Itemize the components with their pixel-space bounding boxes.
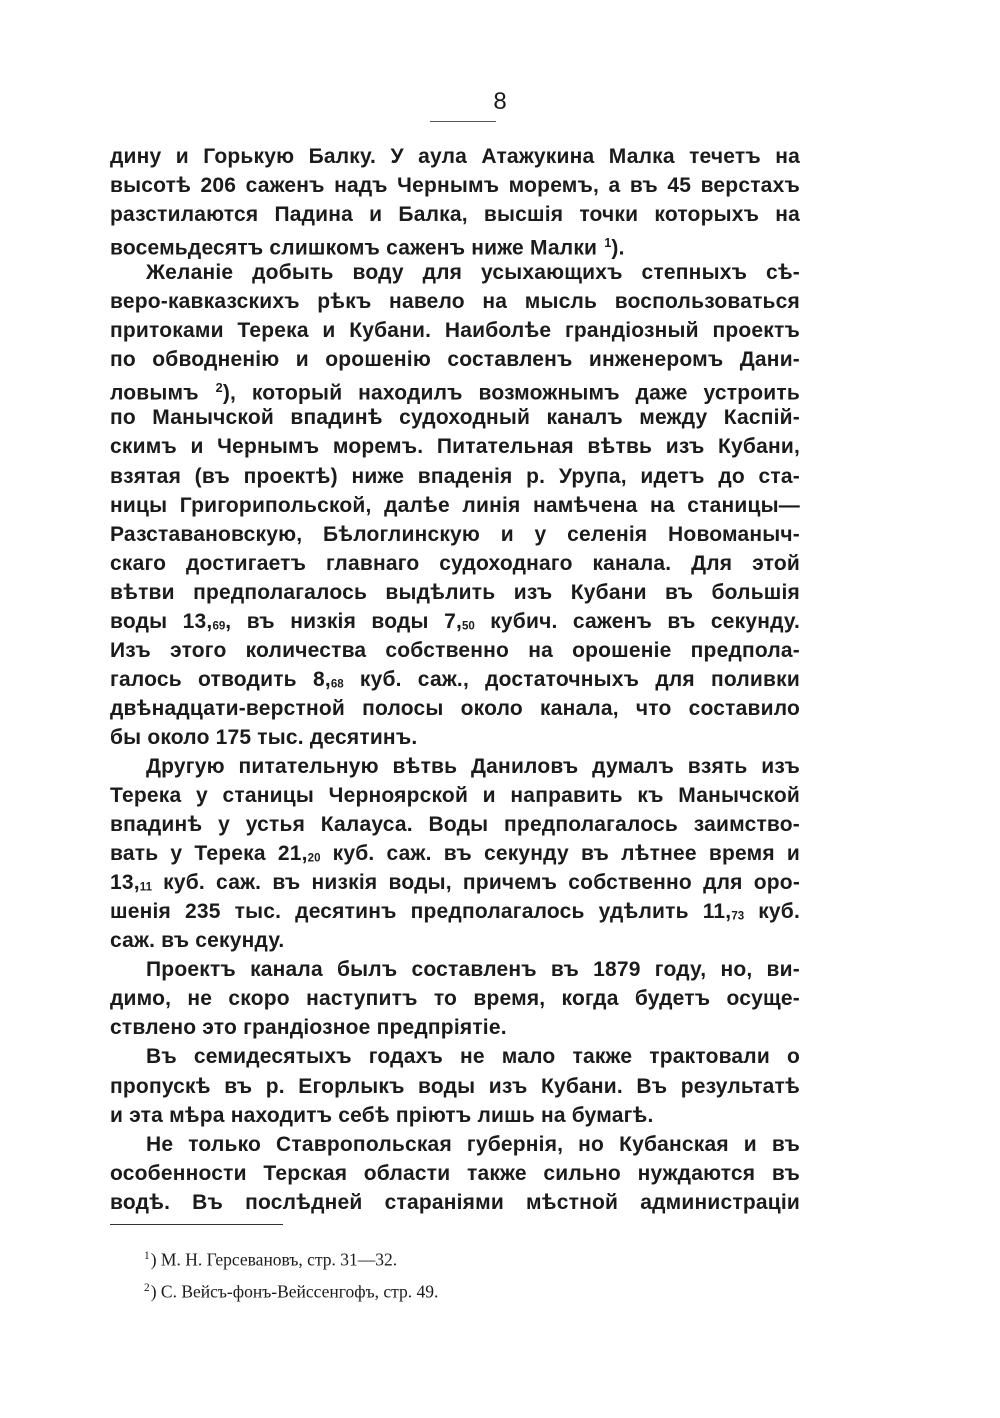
decimal-fraction: 20 — [307, 852, 321, 865]
line-text: взятая (въ проектѣ) ниже впаденія р. Урупа, идетъ до ста- — [110, 464, 800, 488]
text-line — [110, 462, 800, 491]
line-text: и эта мѣра находитъ себѣ пріютъ лишь на бумагѣ. — [110, 1103, 654, 1127]
line-text: Желаніе добыть воду для усыхающихъ степныхъ сѣ- — [146, 261, 800, 285]
text-line — [110, 316, 800, 345]
text-line — [110, 142, 800, 171]
line-text: по Манычской впадинѣ судоходный каналъ между Каспій- — [110, 406, 800, 430]
footnotes — [144, 1242, 794, 1307]
footnote-mark: 1 — [144, 1250, 150, 1262]
footnote-text: ) С. Вейсъ-фонъ-Вейссенгофъ, стр. 49. — [150, 1281, 439, 1302]
text-line — [110, 287, 800, 316]
text-line — [110, 258, 800, 287]
line-text: высотѣ 206 саженъ надъ Чернымъ моремъ, а въ 45 верстахъ — [110, 174, 800, 198]
footnote — [144, 1242, 794, 1274]
text-line — [110, 520, 800, 549]
text-line — [110, 229, 800, 258]
line-text: Разставановскую, Бѣлоглинскую и у селенія Новоманыч- — [110, 522, 800, 546]
line-text: куб. саж. въ низкія воды, причемъ собственно для оро- — [152, 871, 801, 895]
text-line — [110, 1159, 800, 1188]
text-line — [110, 984, 800, 1013]
line-text: дину и Горькую Балку. У аула Атажукина Малка течетъ на — [110, 145, 801, 168]
line-text: скаго достигаетъ главнаго судоходнаго канала. Для этой — [110, 551, 800, 575]
text-line — [110, 926, 800, 955]
text-line — [110, 636, 800, 665]
line-text: саж. въ секунду. — [110, 929, 285, 953]
line-text: ). — [611, 236, 625, 260]
text-line — [110, 810, 800, 839]
decimal-fraction: 69 — [212, 620, 226, 633]
text-line — [110, 665, 800, 694]
line-text: веро-кавказскихъ рѣкъ навело на мысль воспользоваться — [110, 290, 800, 314]
line-text: разстилаются Падина и Балка, высшія точки которыхъ на — [110, 203, 801, 227]
line-text: Другую питательную вѣтвь Даниловъ думалъ взять изъ — [146, 754, 800, 778]
text-line — [110, 781, 800, 810]
text-line — [110, 1188, 800, 1217]
decimal-fraction: 11 — [139, 881, 153, 894]
text-line — [110, 374, 800, 403]
line-text: шенія 235 тыс. десятинъ предполагалось удѣлить 11, — [110, 900, 732, 924]
line-text: Изъ этого количества собственно на орошеніе предпола- — [110, 638, 800, 662]
body-text — [110, 142, 800, 1217]
text-line — [110, 752, 800, 781]
footnote-text: ) М. Н. Герсевановъ, стр. 31—32. — [150, 1249, 398, 1270]
line-text: восемьдесятъ слишкомъ саженъ ниже Малки — [110, 236, 604, 260]
line-text: вѣтви предполагалось выдѣлить изъ Кубани въ большія — [110, 580, 800, 604]
line-text: воды 13, — [110, 609, 213, 633]
text-line — [110, 1072, 800, 1101]
text-line — [110, 345, 800, 374]
line-text: особенности Терская области также сильно нуждаются въ — [110, 1161, 800, 1185]
line-text: скимъ и Чернымъ моремъ. Питательная вѣтвь изъ Кубани, — [110, 435, 800, 459]
line-text: вать у Терека 21, — [110, 842, 308, 866]
line-text: куб. — [744, 900, 800, 924]
line-text: Проектъ канала былъ составленъ въ 1879 году, но, ви- — [146, 958, 800, 982]
line-text: двѣнадцати-верстной полосы около канала, что составило — [110, 696, 801, 720]
line-text: бы около 175 тыс. десятинъ. — [110, 725, 418, 749]
text-line — [110, 897, 800, 926]
text-line — [110, 578, 800, 607]
line-text: притоками Терека и Кубани. Наиболѣе грандіозный проектъ — [110, 319, 800, 343]
line-text: , въ низкія воды 7, — [225, 609, 462, 633]
text-line — [110, 549, 800, 578]
text-line — [110, 171, 800, 200]
line-text: Въ семидесятыхъ годахъ не мало также трактовали о — [146, 1045, 801, 1069]
line-text: куб. саж., достаточныхъ для поливки — [343, 667, 800, 691]
line-text: по обводненію и орошенію составленъ инженеромъ Дани- — [110, 348, 800, 372]
decimal-fraction: 68 — [330, 678, 344, 691]
line-text: галось отводить 8, — [110, 667, 331, 691]
footnote-reference: 2 — [215, 381, 223, 396]
text-line — [110, 868, 800, 897]
text-line — [110, 491, 800, 520]
line-text: впадинѣ у устья Калауса. Воды предполагалось заимство- — [110, 813, 800, 837]
line-text: Терека у станицы Черноярской и направить къ Манычской — [110, 784, 800, 808]
footnote-separator — [110, 1224, 283, 1225]
decimal-fraction: 50 — [461, 620, 475, 633]
line-text: ницы Григорипольской, далѣе линія намѣчена на станицы— — [110, 493, 800, 517]
line-text: водѣ. Въ послѣдней стараніями мѣстной администраціи — [110, 1190, 800, 1214]
text-line — [110, 403, 800, 432]
line-text: димо, не скоро наступитъ то время, когда будетъ осуще- — [110, 987, 800, 1011]
text-line — [110, 200, 800, 229]
text-line — [110, 607, 800, 636]
text-line — [110, 955, 800, 984]
text-line — [110, 694, 800, 723]
line-text: ), который находилъ возможнымъ даже устроить — [222, 381, 800, 405]
line-text: кубич. саженъ въ секунду. — [474, 609, 800, 633]
line-text: Не только Ставропольская губернія, но Кубанская и въ — [146, 1132, 800, 1156]
line-text: пропускѣ въ р. Егорлыкъ воды изъ Кубани. Въ результатѣ — [110, 1074, 800, 1098]
line-text: 13, — [110, 871, 140, 895]
line-text: ствлено это грандіозное предпріятіе. — [110, 1016, 507, 1040]
decimal-fraction: 73 — [731, 910, 745, 923]
footnote-mark: 2 — [144, 1282, 150, 1295]
text-line — [110, 839, 800, 868]
text-line — [110, 723, 800, 752]
text-line — [110, 432, 800, 461]
footnote — [144, 1274, 794, 1306]
page-number-rule — [430, 121, 496, 122]
text-line — [110, 1130, 800, 1159]
text-line — [110, 1013, 800, 1042]
text-line — [110, 1042, 800, 1071]
line-text: ловымъ — [110, 381, 215, 405]
line-text: куб. саж. въ секунду въ лѣтнее время и — [320, 842, 801, 866]
text-line — [110, 1101, 800, 1130]
page-number: 8 — [493, 88, 507, 115]
footnote-reference: 1 — [604, 236, 612, 251]
